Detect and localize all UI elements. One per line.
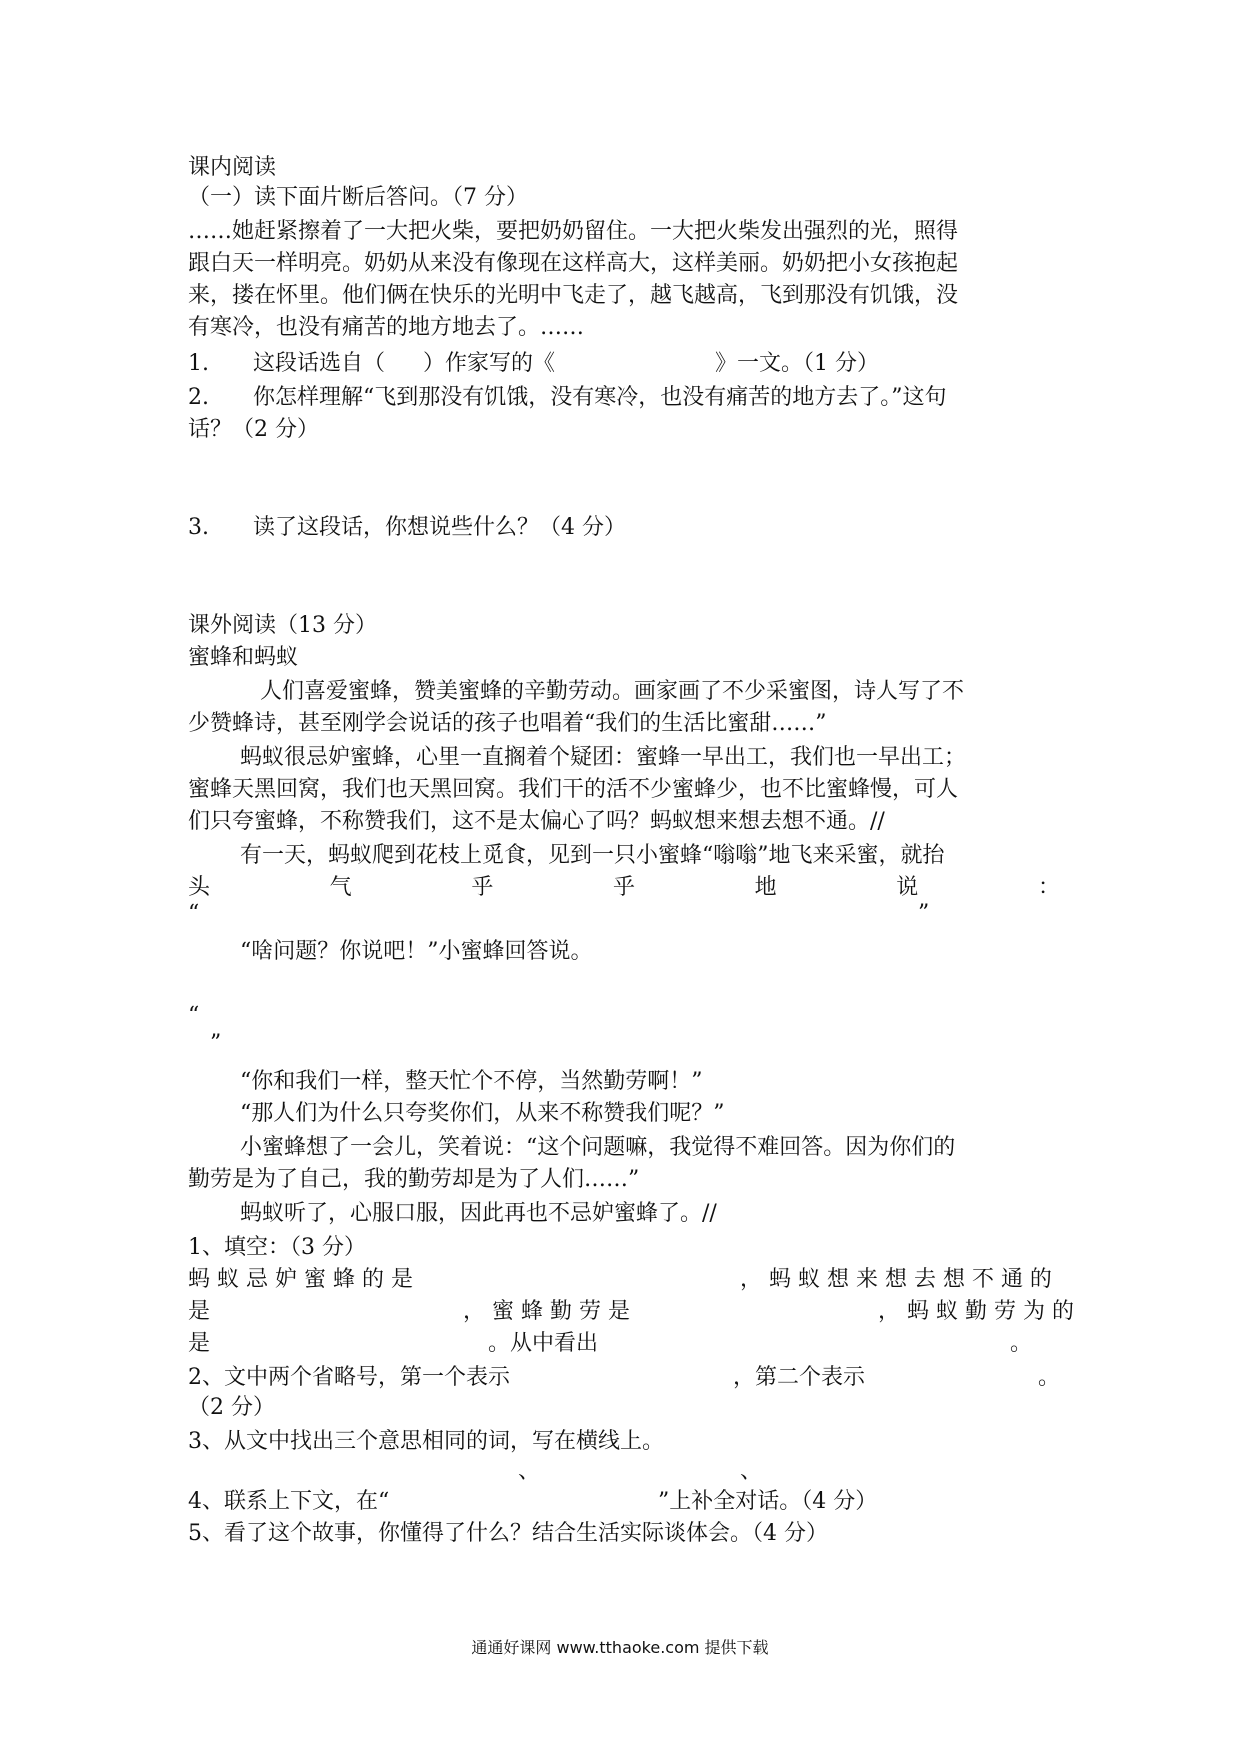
paragraph-line: 蜜蜂天黑回窝，我们也天黑回窝。我们干的活不少蜜蜂少，也不比蜜蜂慢，可人 <box>188 777 959 802</box>
question-2 <box>188 382 1058 414</box>
paragraph-line: 人们喜爱蜜蜂，赞美蜜蜂的辛勤劳动。画家画了不少采蜜图，诗人写了不 <box>260 679 965 704</box>
question-reflection: 5、看了这个故事，你懂得了什么？结合生活实际谈体会。（4 分） <box>188 1521 828 1546</box>
question-text: 读了这段话，你想说些什么？（4 分） <box>253 515 626 540</box>
question-ellipsis <box>188 1362 1061 1394</box>
passage-line: 有寒冷，也没有痛苦的地方地去了。…… <box>188 315 585 340</box>
question-2-cont: 话？（2 分） <box>188 417 319 442</box>
dialogue-blank-1[interactable] <box>188 898 1058 930</box>
dialogue-line: “那人们为什么只夸奖你们，从来不称赞我们呢？” <box>240 1101 725 1126</box>
question-text: 。 <box>1038 1365 1061 1390</box>
question-text: ， 蚂 蚁 勤 劳 为 的 <box>878 1299 1074 1324</box>
question-complete-dialogue <box>188 1486 1058 1518</box>
quote-close: ” <box>210 1031 222 1056</box>
section-instruction: （一）读下面片断后答问。（7 分） <box>188 185 528 210</box>
spaced-char: ： <box>1037 875 1060 900</box>
question-text: ，第二个表示 <box>733 1365 866 1390</box>
question-text: 是 <box>188 1331 211 1356</box>
question-text: 》一文。（1 分） <box>715 351 880 376</box>
question-number: 2. <box>188 385 209 410</box>
separator: 、 <box>518 1459 541 1484</box>
paragraph-line: 蚂蚁听了，心服口服，因此再也不忌妒蜜蜂了。// <box>240 1201 717 1226</box>
question-text: 蚂 蚁 忌 妒 蜜 蜂 的 是 <box>188 1267 413 1292</box>
question-number: 1. <box>188 351 209 376</box>
separator: 、 <box>740 1459 763 1484</box>
spaced-char: 说 <box>896 875 919 900</box>
fill-blank-line <box>188 1264 1058 1296</box>
footer-source: 通通好课网 www.tthaoke.com 提供下载 <box>471 1638 769 1657</box>
question-1 <box>188 348 1058 380</box>
spaced-char: 乎 <box>471 875 494 900</box>
passage-line: ……她赶紧擦着了一大把火柴，要把奶奶留住。一大把火柴发出强烈的光，照得 <box>188 219 959 244</box>
paragraph-line: 有一天，蚂蚁爬到花枝上觅食，见到一只小蜜蜂“嗡嗡”地飞来采蜜，就抬 <box>240 843 945 868</box>
paragraph-line: 蚂蚁很忌妒蜜蜂，心里一直搁着个疑团：蜜蜂一早出工，我们也一早出工； <box>240 745 967 770</box>
spaced-char: 气 <box>329 875 352 900</box>
dialogue-line: “啥问题？你说吧！”小蜜蜂回答说。 <box>240 939 593 964</box>
paragraph-line: 们只夸蜜蜂，不称赞我们，这不是太偏心了吗？蚂蚁想来想去想不通。// <box>188 809 885 834</box>
dialogue-line: “你和我们一样，整天忙个不停，当然勤劳啊！” <box>240 1069 703 1094</box>
story-title: 蜜蜂和蚂蚁 <box>188 645 299 670</box>
question-number: 3. <box>188 515 209 540</box>
spaced-char: 头 <box>188 875 211 900</box>
question-score: （2 分） <box>188 1395 275 1420</box>
fill-blank-line <box>188 1328 1058 1360</box>
dialogue-blank-2-close <box>210 1028 1080 1060</box>
section-title-in-class-reading: 课内阅读 <box>188 155 277 180</box>
passage-line: 来，搂在怀里。他们俩在快乐的光明中飞走了，越飞越高，飞到那没有饥饿，没 <box>188 283 959 308</box>
question-text: 。从中看出 <box>488 1331 599 1356</box>
question-text: 2、文中两个省略号，第一个表示 <box>188 1365 510 1390</box>
fill-blank-title: 1、填空：（3 分） <box>188 1235 366 1260</box>
section-title-extra-reading: 课外阅读（13 分） <box>188 613 377 638</box>
question-3 <box>188 512 1058 544</box>
paragraph-line: 小蜜蜂想了一会儿，笑着说：“这个问题嘛，我觉得不难回答。因为你们的 <box>240 1135 956 1160</box>
question-text: ”上补全对话。（4 分） <box>658 1489 878 1514</box>
question-synonyms: 3、从文中找出三个意思相同的词，写在横线上。 <box>188 1429 664 1454</box>
question-text: 。 <box>1010 1331 1033 1356</box>
spaced-char: 地 <box>754 875 777 900</box>
question-text: 这段话选自（ <box>253 351 386 376</box>
fill-blank-line <box>188 1296 1074 1328</box>
question-text: 你怎样理解“飞到那没有饥饿，没有寒冷，也没有痛苦的地方去了。”这句 <box>253 385 947 410</box>
question-text: ）作家写的《 <box>423 351 556 376</box>
paragraph-line: 勤劳是为了自己，我的勤劳却是为了人们……” <box>188 1167 640 1192</box>
question-text: ， 蚂 蚁 想 来 想 去 想 不 通 的 <box>740 1267 1052 1292</box>
passage-line: 跟白天一样明亮。奶奶从来没有像现在这样高大，这样美丽。奶奶把小女孩抱起 <box>188 251 959 276</box>
question-text: 4、联系上下文，在“ <box>188 1489 390 1514</box>
quote-close: ” <box>918 901 930 926</box>
spaced-char: 乎 <box>612 875 635 900</box>
quote-open: “ <box>188 901 200 926</box>
quote-open: “ <box>188 1003 200 1028</box>
question-text: 是 <box>188 1299 211 1324</box>
paragraph-line: 少赞蜂诗，甚至刚学会说话的孩子也唱着“我们的生活比蜜甜……” <box>188 711 827 736</box>
question-text: ， 蜜 蜂 勤 劳 是 <box>463 1299 630 1324</box>
